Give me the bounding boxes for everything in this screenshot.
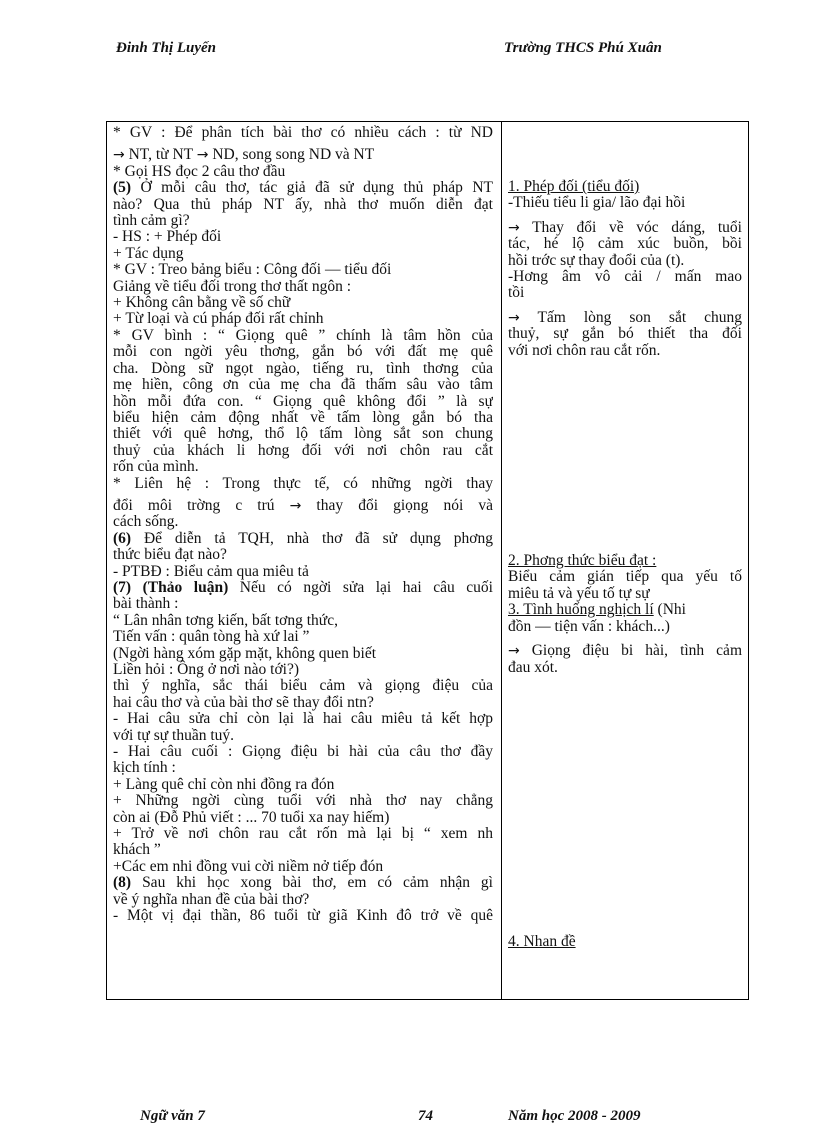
line-spacer xyxy=(508,676,742,934)
text-line xyxy=(508,619,742,635)
text-line xyxy=(508,660,742,676)
line-text: + Trở về nơi chôn rau cắt rốn mà lại bị “ xem nh xyxy=(113,825,493,843)
line-text: * GV : Treo bảng biểu : Công đối — tiểu đối xyxy=(113,261,392,279)
header-author: Đinh Thị Luyến xyxy=(116,40,217,56)
header-school: Trường THCS Phú Xuân xyxy=(504,40,662,56)
text-line xyxy=(113,394,493,410)
text-line xyxy=(508,220,742,236)
line-text: đổi môi trờng c trú xyxy=(113,496,290,514)
text-line xyxy=(113,197,493,213)
arrow-icon: → xyxy=(289,497,302,514)
line-text: đau xót. xyxy=(508,658,558,676)
arrow-icon: → xyxy=(113,147,125,164)
text-line xyxy=(113,147,493,163)
section-heading: 2. Phơng thức biểu đạt : xyxy=(508,552,657,570)
line-text: Tiến vấn : quân tòng hà xứ lai ” xyxy=(113,628,310,646)
line-text: + Tác dụng xyxy=(113,244,184,262)
line-text: thức biểu đạt nào? xyxy=(113,546,227,564)
line-text: thì ý nghĩa, sắc thái biểu cảm và giọng điệu của xyxy=(113,677,493,695)
line-text: thiết với quê hơng, thổ lộ tấm lòng sắt son chung xyxy=(113,425,493,443)
footer-page-number: 74 xyxy=(418,1108,433,1124)
line-text: + Những ngời cùng tuổi với nhà thơ nay chẳng xyxy=(113,792,493,810)
line-text: - Hai câu sửa chỉ còn lại là hai câu miêu tả kết hợp xyxy=(113,710,493,728)
text-line xyxy=(113,777,493,793)
text-line xyxy=(113,514,493,530)
section-heading: 3. Tình huống nghịch lí xyxy=(508,601,654,619)
line-text: -Thiếu tiểu li gia/ lão đại hồi xyxy=(508,194,686,212)
line-text: rốn của mình. xyxy=(113,458,199,476)
text-line xyxy=(113,547,493,563)
line-spacer xyxy=(508,359,742,553)
line-text: - Một vị đại thần, 86 tuổi từ giã Kinh đô trở về quê xyxy=(113,907,493,925)
line-text: cha. Dòng sữ ngọt ngào, tiếng ru, tình thơng của xyxy=(113,359,493,377)
text-line xyxy=(113,596,493,612)
question-number: (6) xyxy=(113,529,132,547)
text-line xyxy=(113,859,493,875)
footer-subject: Ngữ văn 7 xyxy=(140,1108,205,1124)
line-text: đồn — tiện vấn : khách...) xyxy=(508,617,670,635)
line-text: cách sống. xyxy=(113,513,179,531)
line-text: - HS : + Phép đối xyxy=(113,228,222,246)
question-number: (5) xyxy=(113,179,132,197)
line-text: bài thành : xyxy=(113,595,179,613)
line-text: Sau khi học xong bài thơ, em có cảm nhận gì xyxy=(131,874,493,892)
arrow-icon: → xyxy=(508,309,520,326)
text-line xyxy=(113,793,493,809)
line-text: * Gọi HS đọc 2 câu thơ đầu xyxy=(113,162,286,180)
text-line xyxy=(508,285,742,301)
line-text: * GV bình : “ Giọng quê ” chính là tâm hồn của xyxy=(113,326,493,344)
text-line xyxy=(113,728,493,744)
line-text: Giọng điệu bi hài, tình cảm xyxy=(519,642,742,660)
text-line xyxy=(113,262,493,278)
line-text: Biểu cảm gián tiếp qua yếu tố xyxy=(508,568,742,586)
line-text: biểu hiện cảm động nhất về tấm lòng gắn bó tha xyxy=(113,408,493,426)
text-line xyxy=(113,279,493,295)
line-text: * GV : Để phân tích bài thơ có nhiều cách : từ ND xyxy=(113,125,493,141)
line-text: mẹ hiền, công ơn của mẹ cha đã thấm sâu vào tâm xyxy=(113,376,493,394)
lesson-notes-column xyxy=(508,179,742,999)
teacher-activities-column xyxy=(113,125,493,999)
section-heading: 4. Nhan đề xyxy=(508,932,576,950)
text-line xyxy=(113,311,493,327)
text-line xyxy=(113,531,493,547)
line-text: Thay đổi về vóc dáng, tuổi xyxy=(519,218,742,236)
question-number: (8) xyxy=(113,874,132,892)
arrow-icon: → xyxy=(508,643,520,660)
line-text: miêu tả và yếu tố tự sự xyxy=(508,584,650,602)
line-text: * Liên hệ : Trong thực tế, có những ngời thay xyxy=(113,474,493,492)
text-line xyxy=(113,125,493,141)
text-line xyxy=(113,498,493,514)
text-line xyxy=(508,253,742,269)
line-text: mỗi con ngời yêu thơng, gắn bó với đất mẹ quê xyxy=(113,343,493,361)
question-number: (7) (Thảo luận) xyxy=(113,578,229,596)
line-text: về ý nghĩa nhan đề của bài thơ? xyxy=(113,890,310,908)
column-divider xyxy=(501,121,502,1000)
text-line xyxy=(113,678,493,694)
line-text: -Hơng âm vô cải / mấn mao xyxy=(508,268,742,286)
line-text: kịch tính : xyxy=(113,759,176,777)
text-line xyxy=(508,934,742,950)
line-text: + Làng quê chỉ còn nhi đồng ra đón xyxy=(113,775,335,793)
text-line xyxy=(113,213,493,229)
text-line xyxy=(113,459,493,475)
line-text: với nơi chôn rau cắt rốn. xyxy=(508,341,661,359)
text-line xyxy=(113,443,493,459)
line-text: nào? Qua thủ pháp NT ấy, nhà thơ muốn diễn đạt xyxy=(113,195,493,213)
text-line xyxy=(508,326,742,342)
text-line xyxy=(508,586,742,602)
text-line xyxy=(508,553,742,569)
text-line xyxy=(113,711,493,727)
text-line xyxy=(113,361,493,377)
line-text: Liền hỏi : Ông ở nơi nào tới?) xyxy=(113,661,300,678)
line-text: tác, hé lộ cảm xúc buồn, bồi xyxy=(508,235,742,253)
text-line xyxy=(113,810,493,826)
text-line xyxy=(508,236,742,252)
text-line xyxy=(113,180,493,196)
line-text: khách ” xyxy=(113,841,161,859)
line-text: Nếu có ngời sửa lại hai câu cuối xyxy=(228,578,493,596)
text-line xyxy=(508,195,742,211)
text-line xyxy=(113,426,493,442)
line-text: Để diễn tả TQH, nhà thơ đã sử dụng phơng xyxy=(131,529,493,547)
line-text: với tự sự thuần tuý. xyxy=(113,726,235,744)
text-line xyxy=(508,179,742,195)
text-line xyxy=(113,246,493,262)
line-text: (Ngời hàng xóm gặp mặt, không quen biết xyxy=(113,644,377,662)
line-text: hồn mỗi đứa con. “ Giọng quê không đổi ” là sự xyxy=(113,392,493,410)
text-line xyxy=(113,760,493,776)
line-text: thuỷ của khách li hơng đối với nơi chôn rau cắt xyxy=(113,441,493,459)
line-text: thay đổi giọng nói và xyxy=(301,496,493,514)
text-line xyxy=(508,569,742,585)
text-line xyxy=(113,646,493,662)
line-text: ND, song song ND và NT xyxy=(208,146,375,164)
text-line xyxy=(113,908,493,924)
text-line xyxy=(113,344,493,360)
line-text: Tấm lòng son sắt chung xyxy=(519,308,742,326)
text-line xyxy=(508,643,742,659)
line-text: thuỷ, sự gắn bó thiết tha đối xyxy=(508,325,742,343)
line-text: “ Lân nhân tơng kiến, bất tơng thức, xyxy=(113,611,338,629)
line-text: - Hai câu cuối : Giọng điệu bi hài của câu thơ đầy xyxy=(113,743,493,761)
line-text: +Các em nhi đồng vui cời niềm nở tiếp đón xyxy=(113,857,384,875)
text-line xyxy=(508,602,742,618)
text-line xyxy=(113,826,493,842)
line-text: Giảng về tiểu đối trong thơ thất ngôn : xyxy=(113,277,352,295)
line-text: tình cảm gì? xyxy=(113,212,190,230)
section-heading: 1. Phép đối (tiểu đối) xyxy=(508,179,640,195)
arrow-icon: → xyxy=(196,147,209,164)
text-line xyxy=(113,164,493,180)
line-text: NT, từ NT xyxy=(124,146,197,164)
text-line xyxy=(113,328,493,344)
text-line xyxy=(113,410,493,426)
text-line xyxy=(113,842,493,858)
line-text: - PTBĐ : Biểu cảm qua miêu tả xyxy=(113,562,309,580)
text-line xyxy=(508,310,742,326)
text-line xyxy=(113,295,493,311)
line-text: hồi trớc sự thay đoổi của (t). xyxy=(508,251,685,269)
line-text: Ở mỗi câu thơ, tác giả đã sử dụng thủ pháp NT xyxy=(131,179,493,197)
footer-school-year: Năm học 2008 - 2009 xyxy=(508,1108,641,1124)
text-line xyxy=(113,564,493,580)
text-line xyxy=(113,892,493,908)
line-text: + Từ loại và cú pháp đối rất chỉnh xyxy=(113,310,324,328)
line-text: còn ai (Đỗ Phủ viết : ... 70 tuổi xa nay hiếm) xyxy=(113,808,390,826)
text-line xyxy=(508,269,742,285)
line-text: tồi xyxy=(508,284,525,302)
text-line xyxy=(113,580,493,596)
text-line xyxy=(113,629,493,645)
text-line xyxy=(113,662,493,678)
text-line xyxy=(113,875,493,891)
arrow-icon: → xyxy=(508,219,520,236)
text-line xyxy=(113,744,493,760)
text-line xyxy=(113,476,493,492)
line-text: (Nhi xyxy=(653,601,686,619)
text-line xyxy=(508,343,742,359)
text-line xyxy=(113,229,493,245)
text-line xyxy=(113,613,493,629)
text-line xyxy=(113,695,493,711)
line-text: hai câu thơ và của bài thơ sẽ thay đổi ntn? xyxy=(113,693,374,711)
text-line xyxy=(113,377,493,393)
line-text: + Không cân bằng về số chữ xyxy=(113,294,291,312)
